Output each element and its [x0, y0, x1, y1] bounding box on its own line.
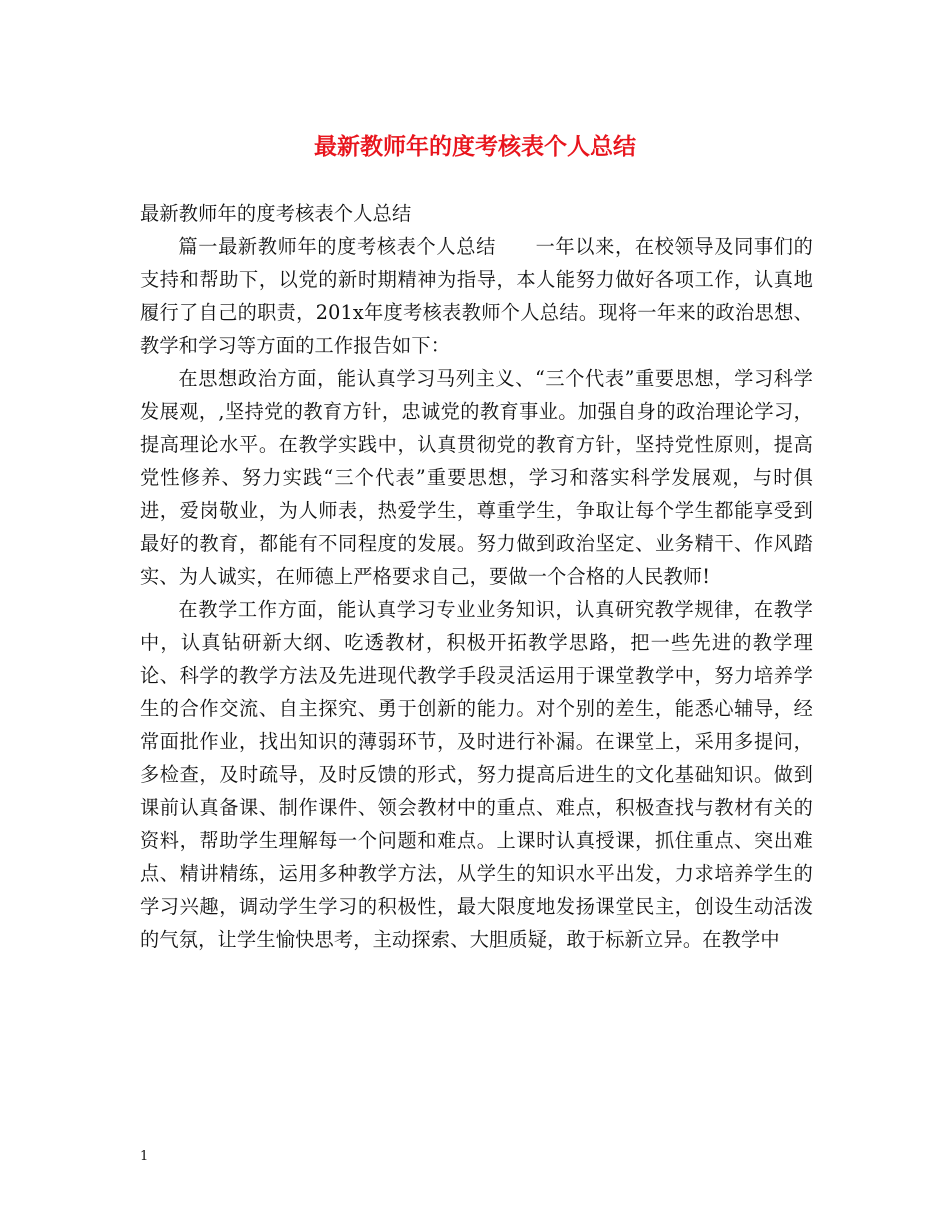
- page-number: 1: [140, 1149, 149, 1164]
- politics-paragraph: 在思想政治方面，能认真学习马列主义、“三个代表”重要思想，学习科学发展观，,坚持党的教育方针，忠诚党的教育事业。加强自身的政治理论学习，提高理论水平。在教学实践中，认真贯彻党的教育方针，坚持党性原则，提高党性修养、努力实践“三个代表”重要思想，学习和落实科学发展观，与时俱进，爱岗敬业，为人师表，热爱学生，尊重学生，争取让每个学生都能享受到最好的教育，都能有不同程度的发展。努力做到政治坚定、业务精干、作风踏实、为人诚实，在师德上严格要求自己，要做一个合格的人民教师!: [140, 367, 813, 588]
- subtitle-paragraph: 最新教师年的度考核表个人总结: [140, 202, 412, 225]
- intro-paragraph: 篇一最新教师年的度考核表个人总结 一年以来，在校领导及同事们的支持和帮助下，以党的新时期精神为指导，本人能努力做好各项工作，认真地履行了自己的职责，201x年度考核表教师个人总结。现将一年来的政治思想、教学和学习等方面的工作报告如下：: [140, 235, 813, 357]
- document-body: [140, 197, 813, 956]
- document-title: 最新教师年的度考核表个人总结: [314, 133, 636, 160]
- teaching-paragraph: 在教学工作方面，能认真学习专业业务知识，认真研究教学规律，在教学中，认真钻研新大纲、吃透教材，积极开拓教学思路，把一些先进的教学理论、科学的教学方法及先进现代教学手段灵活运用于课堂教学中，努力培养学生的合作交流、自主探究、勇于创新的能力。对个别的差生，能悉心辅导，经常面批作业，找出知识的薄弱环节，及时进行补漏。在课堂上，采用多提问，多检查，及时疏导，及时反馈的形式，努力提高后进生的文化基础知识。做到课前认真备课、制作课件、领会教材中的重点、难点，积极查找与教材有关的资料，帮助学生理解每一个问题和难点。上课时认真授课，抓住重点、突出难点、精讲精练，运用多种教学方法，从学生的知识水平出发，力求培养学生的学习兴趣，调动学生学习的积极性，最大限度地发扬课堂民主，创设生动活泼的气氛，让学生愉快思考，主动探索、大胆质疑，敢于标新立异。在教学中: [140, 598, 813, 951]
